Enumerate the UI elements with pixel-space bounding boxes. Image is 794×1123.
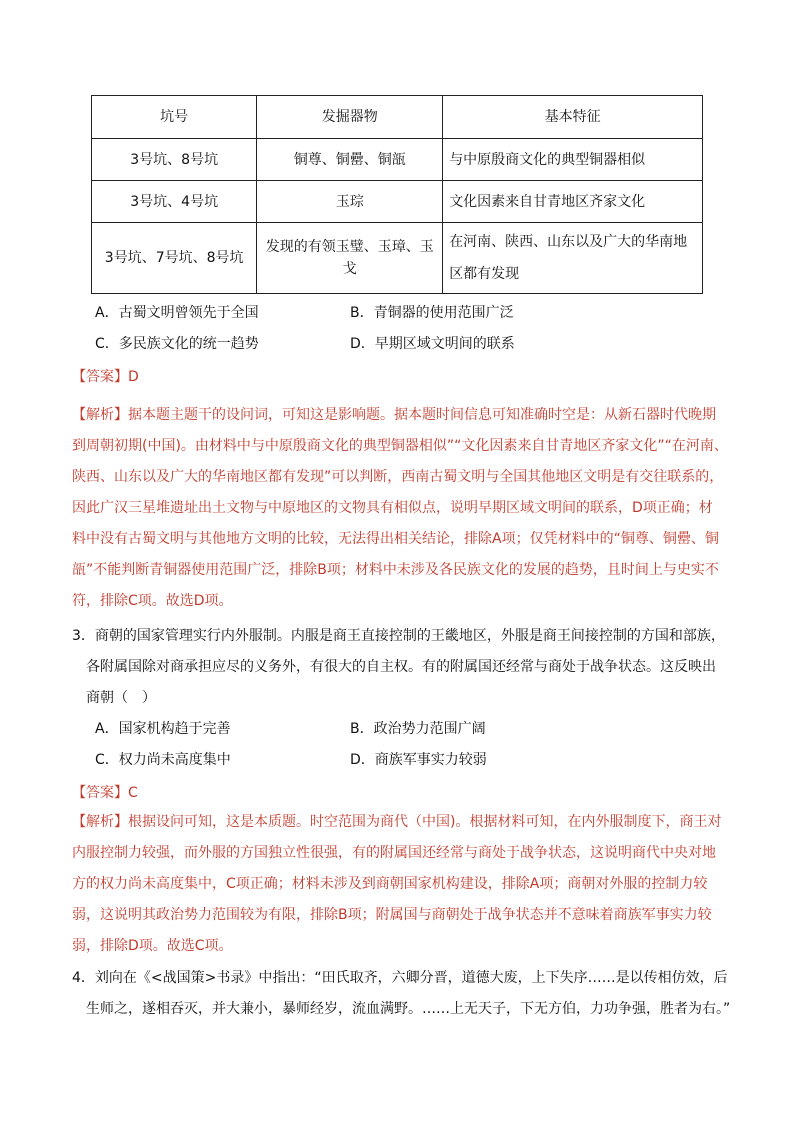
q2-option-d: D．早期区域文明间的联系 xyxy=(350,336,515,352)
q2-answer xyxy=(72,366,139,386)
q2-analysis-line: 因此广汉三星堆遗址出土文物与中原地区的文物具有相似点，说明早期区域文明间的联系，D项正确；材 xyxy=(72,500,713,516)
q3-stem-line: 商朝（ ） xyxy=(86,690,156,706)
table-cell: 3号坑、8号坑 xyxy=(92,139,257,181)
q3-stem-line: 3．商朝的国家管理实行内外服制。内服是商王直接控制的王畿地区，外服是商王间接控制的方国和部族， xyxy=(72,628,725,644)
table-row xyxy=(92,139,703,181)
q3-answer xyxy=(72,782,138,802)
table-cell-line: 在河南、陕西、山东以及广大的华南地 xyxy=(449,234,688,250)
table-cell: 发现的有领玉璧、玉璋、玉戈 xyxy=(257,223,443,294)
analysis-tag: 【解析】 xyxy=(72,814,128,830)
q4-stem-line: 4．刘向在《<战国策>书录》中指出：“田氏取齐，六卿分晋，道德大废，上下失序……是以传相仿效，后 xyxy=(72,970,728,986)
table-header-cell: 基本特征 xyxy=(443,96,703,139)
q3-analysis-line: 【解析】根据设问可知，这是本质题。时空范围为商代（中国)。根据材料可知，在内外服制度下，商王对 xyxy=(72,814,722,830)
table-header-cell: 发掘器物 xyxy=(257,96,443,139)
q3-option-c: C．权力尚未高度集中 xyxy=(95,752,231,768)
q2-option-c: C．多民族文化的统一趋势 xyxy=(95,336,259,352)
q2-analysis-line: 符，排除C项。故选D项。 xyxy=(72,593,233,609)
q2-option-a: A．古蜀文明曾领先于全国 xyxy=(95,305,259,321)
answer-tag: 【答案】 xyxy=(72,785,128,801)
q2-analysis-line: 【解析】据本题主题干的设问词，可知这是影响题。据本题时间信息可知准确时空是：从新石器时代晚期 xyxy=(72,407,716,423)
excavation-table xyxy=(91,95,703,294)
q3-option-d: D．商族军事实力较弱 xyxy=(350,752,487,768)
q3-analysis-line: 内服控制力较强，而外服的方国独立性很强，有的附属国还经常与商处于战争状态，这说明商代中央对地 xyxy=(72,845,716,861)
q3-analysis-line: 弱，这说明其政治势力范围较为有限，排除B项；附属国与商朝处于战争状态并不意味着商族军事实力较 xyxy=(72,907,712,923)
table-cell-line: 区都有发现 xyxy=(449,266,520,282)
q3-option-b: B．政治势力范围广阔 xyxy=(350,721,486,737)
q3-analysis-line: 方的权力尚未高度集中，C项正确；材料未涉及到商朝国家机构建设，排除A项；商朝对外服的控制力较 xyxy=(72,876,708,892)
analysis-tag: 【解析】 xyxy=(72,407,128,423)
q2-analysis-line: 料中没有古蜀文明与其他地方文明的比较，无法得出相关结论，排除A项；仅凭材料中的“铜尊、铜罍、铜 xyxy=(72,531,719,547)
table-row xyxy=(92,181,703,223)
q2-analysis-line: 到周朝初期(中国)。由材料中与中原殷商文化的典型铜器相似”“文化因素来自甘青地区齐家文化”“在河南、 xyxy=(72,438,728,454)
table-cell: 铜尊、铜罍、铜瓿 xyxy=(257,139,443,181)
q4-stem-line: 生师之，遂相吞灭，并大兼小，暴师经岁，流血满野。……上无天子，下无方伯，力功争强，胜者为右。” xyxy=(86,1001,731,1017)
q3-option-a: A．国家机构趋于完善 xyxy=(95,721,231,737)
table-cell: 文化因素来自甘青地区齐家文化 xyxy=(443,181,703,223)
table-cell: 玉琮 xyxy=(257,181,443,223)
q2-option-b: B．青铜器的使用范围广泛 xyxy=(350,305,514,321)
table-header-cell: 坑号 xyxy=(92,96,257,139)
table-header-row xyxy=(92,96,703,139)
q3-stem-line: 各附属国除对商承担应尽的义务外，有很大的自主权。有的附属国还经常与商处于战争状态。这反映出 xyxy=(86,659,716,675)
table-row xyxy=(92,223,703,294)
q2-analysis-line: 瓿”不能判断青铜器使用范围广泛，排除B项；材料中未涉及各民族文化的发展的趋势，且时间上与史实不 xyxy=(72,562,719,578)
table-cell: 与中原殷商文化的典型铜器相似 xyxy=(443,139,703,181)
q3-analysis-line: 弱，排除D项。故选C项。 xyxy=(72,938,233,954)
answer-tag: 【答案】 xyxy=(72,369,128,385)
table-cell xyxy=(443,223,703,294)
q2-analysis-line: 陕西、山东以及广大的华南地区都有发现”可以判断，西南古蜀文明与全国其他地区文明是有交往联系的， xyxy=(72,469,724,485)
table-cell: 3号坑、4号坑 xyxy=(92,181,257,223)
table-cell: 3号坑、7号坑、8号坑 xyxy=(92,223,257,294)
answer-value: C xyxy=(128,785,138,801)
answer-value: D xyxy=(128,369,139,385)
